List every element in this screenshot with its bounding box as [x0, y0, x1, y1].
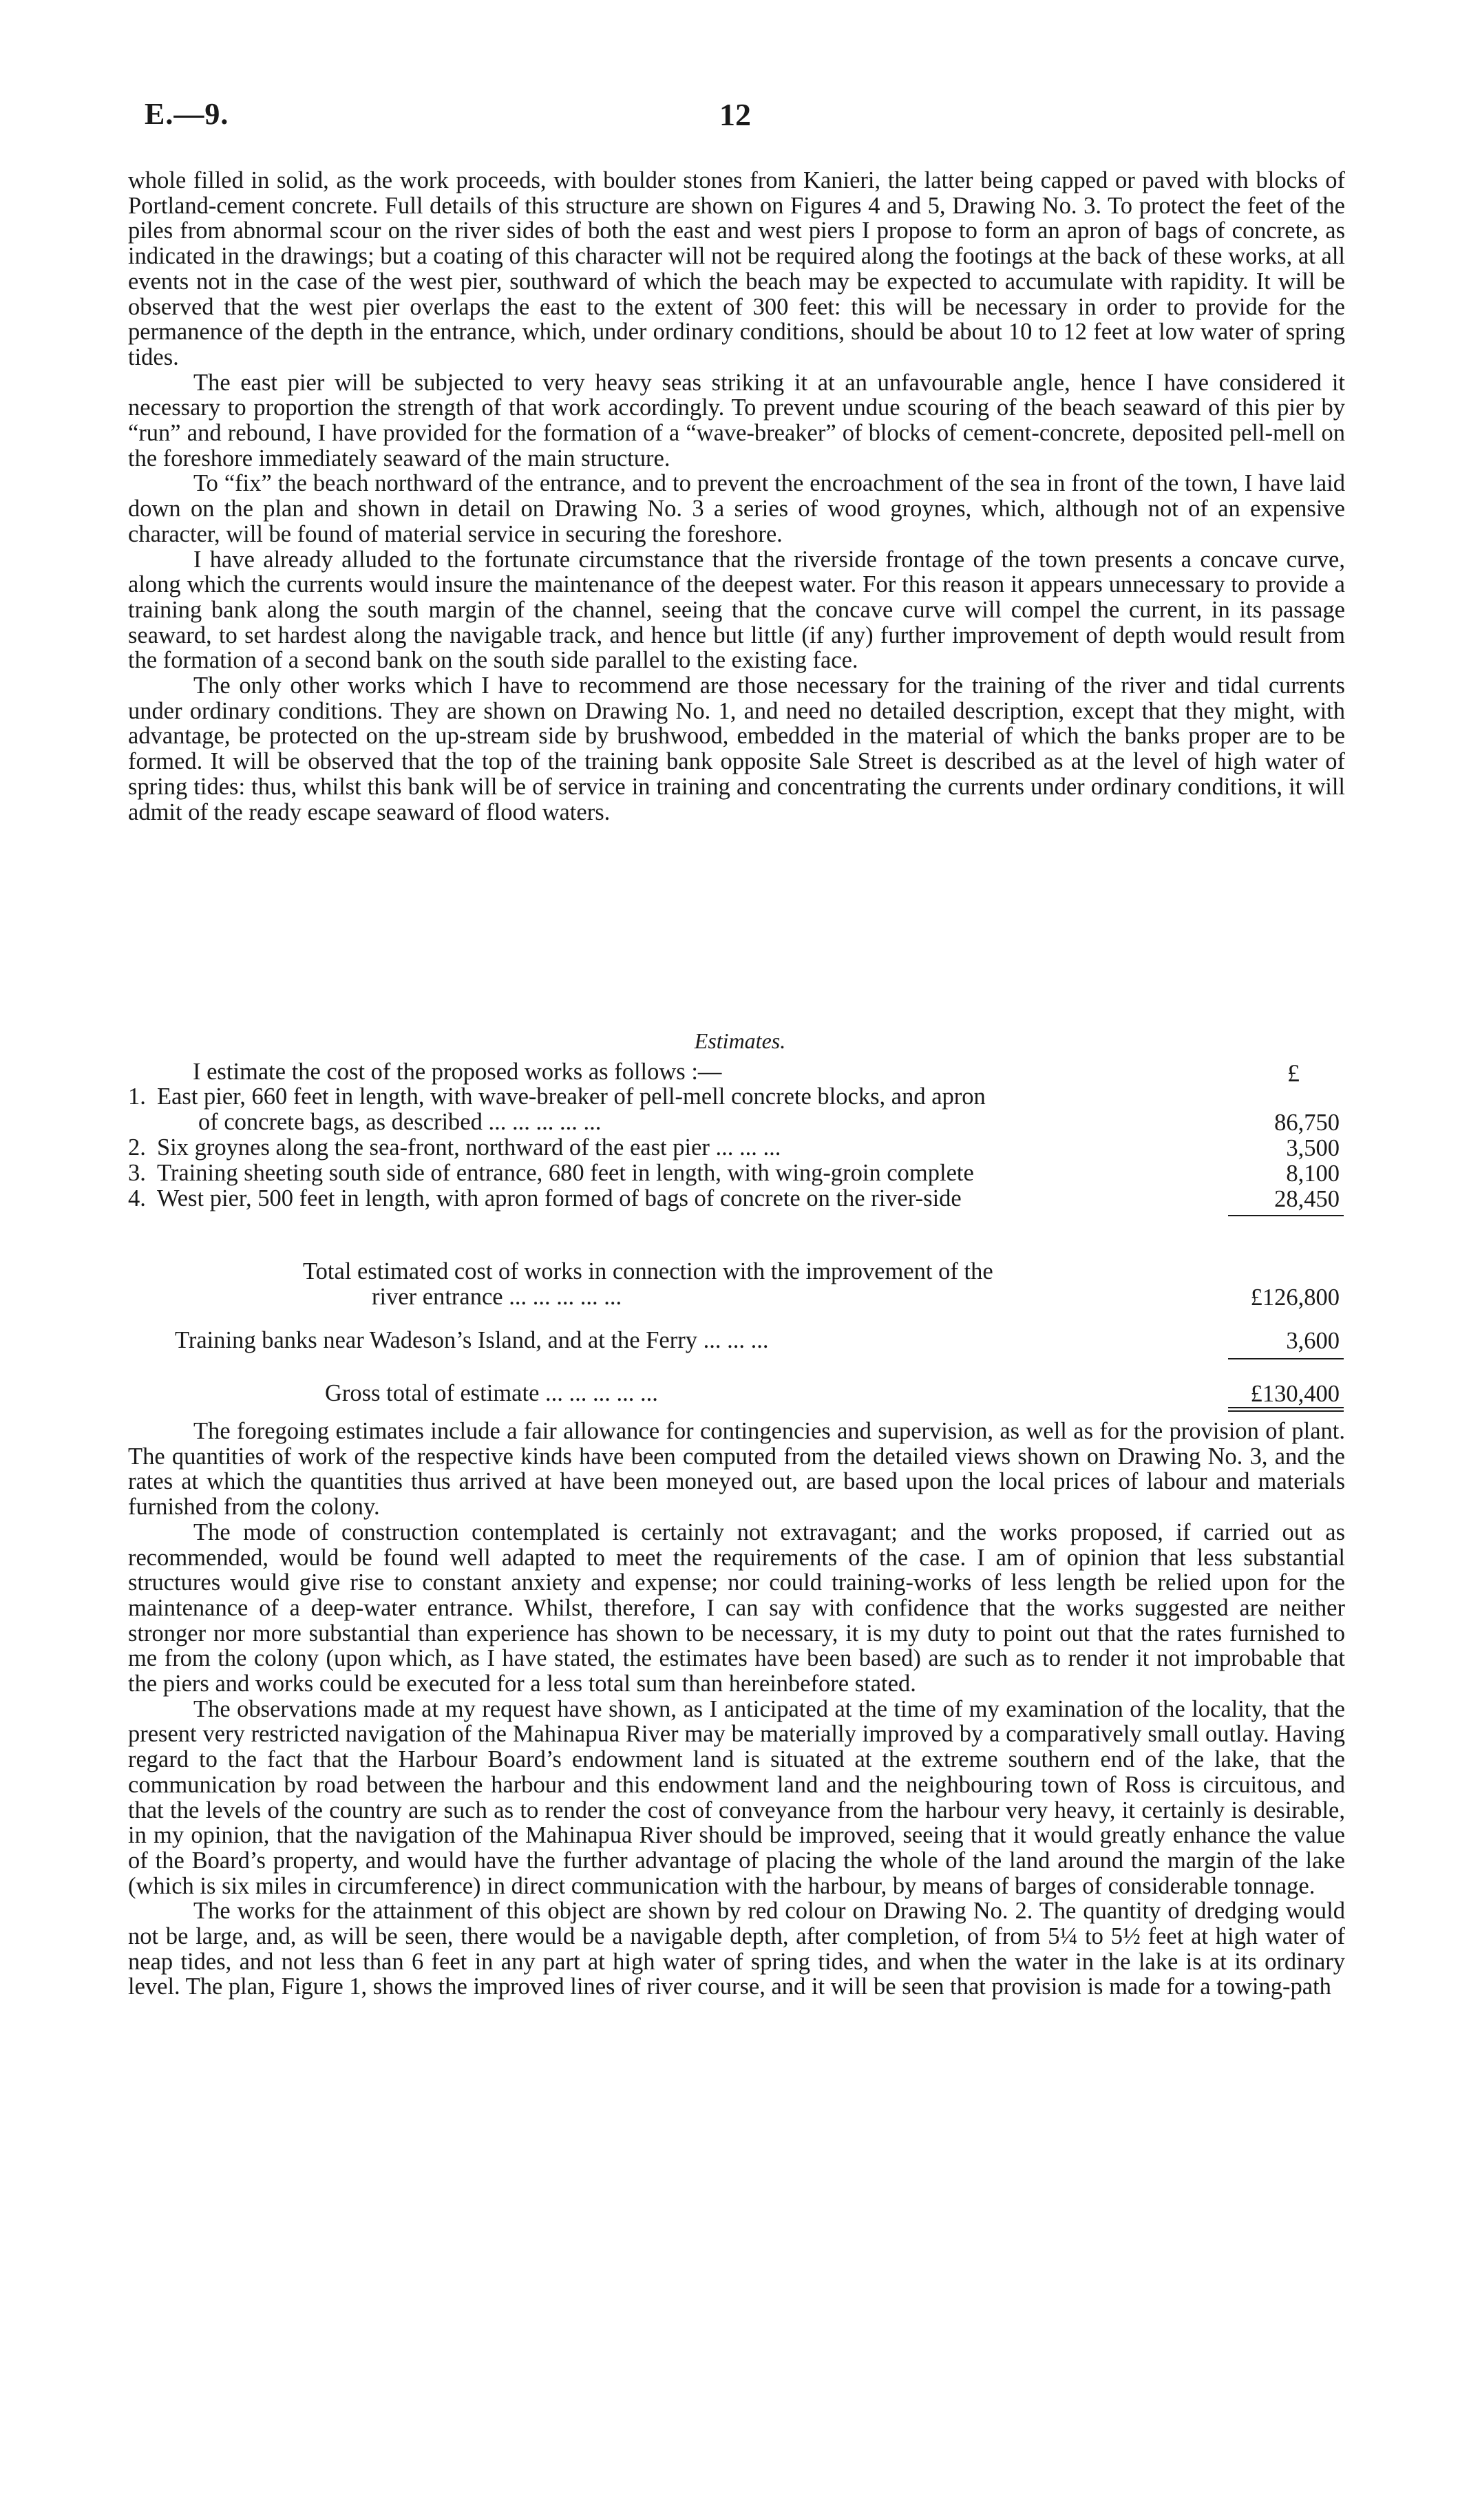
paragraph: The observations made at my request have shown, as I anticipated at the time of my examination of the locality, that the present very restricted navigation of the Mahinapua River may be materially improved by a comparatively small outlay. Having regard to the fact that the Harbour Board’s endowment land is situated at the extreme southern end of the lake, that the communication by road between the harbour and this endowment land and the neighbouring town of Ross is circuitous, and that the levels of the country are such as to render the cost of conveyance from the harbour very heavy, it certainly is desirable, in my opinion, that the navigation of the Mahinapua River should be improved, seeing that it would greatly enhance the value of the Board’s property, and would have the further advantage of placing the whole of the land around the margin of the lake (which is six miles in circumference) in direct communication with the harbour, by means of barges of considerable tonnage.	[128, 1695, 1345, 1899]
estimate-item	[128, 1084, 1223, 1134]
gross-total-rule-lower	[1228, 1410, 1344, 1412]
item-description-continued: of concrete bags, as described ... ... ... ... ...	[198, 1108, 602, 1135]
currency-symbol: £	[1287, 1059, 1300, 1087]
body-text-before-estimates	[128, 168, 1345, 825]
total-entrance-label-continued: river entrance ... ... ... ... ...	[372, 1284, 622, 1310]
item-number: 1.	[128, 1083, 146, 1110]
total-rule	[1228, 1358, 1344, 1359]
estimate-item	[128, 1186, 1223, 1211]
paragraph: whole filled in solid, as the work proceeds, with boulder stones from Kanieri, the latter being capped or paved with blocks of Portland-cement concrete. Full details of this structure are shown on Figures 4 and 5, Drawing No. 3. To protect the feet of the piles from abnormal scour on the river sides of both the east and west piers I propose to form an apron of bags of concrete, as indicated in the drawings; but a coating of this character will not be required along the footings at the back of these works, at all events not in the case of the west pier, southward of which the beach may be expected to accumulate with rapidity. It will be observed that the west pier overlaps the east to the extent of 300 feet: this will be necessary in order to provide for the permanence of the depth in the entrance, which, under ordinary conditions, should be about 10 to 12 feet at low water of spring tides.	[128, 167, 1345, 370]
estimate-item	[128, 1135, 1223, 1161]
item-description: Training sheeting south side of entrance, 680 feet in length, with wing-groin complete	[157, 1160, 974, 1186]
estimates-heading: Estimates.	[694, 1028, 786, 1053]
item-description: East pier, 660 feet in length, with wave-breaker of pell-mell concrete blocks, and apron	[157, 1083, 986, 1110]
paragraph: The east pier will be subjected to very heavy seas striking it at an unfavourable angle, hence I have considered it necessary to proportion the strength of that work accordingly. To prevent undue scouring of the beach seaward of this pier by “run” and rebound, I have provided for the formation of a “wave-breaker” of blocks of cement-concrete, deposited pell-mell on the foreshore immediately seaward of the main structure.	[128, 369, 1345, 472]
estimates-intro: I estimate the cost of the proposed works as follows :—	[193, 1059, 722, 1085]
total-entrance-amount: £126,800	[1250, 1284, 1340, 1311]
item-number: 2.	[128, 1134, 146, 1161]
item-amount: 28,450	[1274, 1186, 1340, 1212]
total-entrance-label: Total estimated cost of works in connection with the improvement of the	[303, 1258, 993, 1284]
gross-total-amount: £130,400	[1250, 1381, 1340, 1407]
estimate-item	[128, 1161, 1223, 1186]
page-number: 12	[719, 97, 751, 132]
paragraph: The only other works which I have to recommend are those necessary for the training of the river and tidal currents under ordinary conditions. They are shown on Drawing No. 1, and need no detailed description, except that they might, with advantage, be protected on the up-stream side by brushwood, embedded in the material of which the banks proper are to be formed. It will be observed that the top of the training bank opposite Sale Street is described as at the level of high water of spring tides: thus, whilst this bank will be of service in training and concentrating the currents under ordinary conditions, it will admit of the ready escape seaward of flood waters.	[128, 673, 1345, 825]
paragraph: The foregoing estimates include a fair allowance for contingencies and supervision, as well as for the provision of plant. The quantities of work of the respective kinds have been computed from the detailed views shown on Drawing No. 3, and the rates at which the quantities thus arrived at have been moneyed out, are based upon the local prices of labour and materials furnished from the colony.	[128, 1418, 1345, 1521]
gross-total-label: Gross total of estimate ... ... ... ... ...	[325, 1380, 658, 1406]
item-number: 3.	[128, 1160, 146, 1186]
gross-total-rule-upper	[1228, 1407, 1344, 1408]
paragraph: The works for the attainment of this object are shown by red colour on Drawing No. 2. The quantity of dredging would not be large, and, as will be seen, there would be a navigable depth, after completion, of from 5¼ to 5½ feet at high water of neap tides, and not less than 6 feet in any part at high water of spring tides, and when the water in the lake is at its ordinary level. The plan, Figure 1, shows the improved lines of river course, and it will be seen that provision is made for a towing-path	[128, 1898, 1345, 2000]
subtotal-rule	[1228, 1215, 1344, 1216]
document-reference: E.—9.	[145, 97, 229, 131]
item-amount: 3,500	[1286, 1135, 1340, 1161]
item-description: West pier, 500 feet in length, with apron formed of bags of concrete on the river-side	[157, 1185, 962, 1211]
body-text-after-estimates	[128, 1419, 1345, 2000]
training-banks-label: Training banks near Wadeson’s Island, and at the Ferry ... ... ...	[175, 1327, 769, 1353]
paragraph: I have already alluded to the fortunate circumstance that the riverside frontage of the town presents a concave curve, along which the currents would insure the maintenance of the deepest water. For this reason it appears unnecessary to provide a training bank along the south margin of the channel, seeing that the concave curve will compel the current, in its passage seaward, to set hardest along the navigable track, and hence but little (if any) further improvement of depth would result from the formation of a second bank on the south side parallel to the existing face.	[128, 546, 1345, 674]
item-amount: 86,750	[1274, 1110, 1340, 1136]
item-amount: 8,100	[1286, 1161, 1340, 1187]
paragraph: The mode of construction contemplated is certainly not extravagant; and the works proposed, if carried out as recommended, would be found well adapted to meet the requirements of the case. I am of opinion that less substantial structures would give rise to constant anxiety and expense; nor could training-works of less length be relied upon for the maintenance of a deep-water entrance. Whilst, therefore, I can say with confidence that the works suggested are neither stronger nor more substantial than experience has shown to be necessary, it is my duty to point out that the rates furnished to me from the colony (upon which, as I have stated, the estimates have been based) are such as to render it not improbable that the piers and works could be executed for a less total sum than hereinbefore stated.	[128, 1518, 1345, 1697]
paragraph: To “fix” the beach northward of the entrance, and to prevent the encroachment of the sea in front of the town, I have laid down on the plan and shown in detail on Drawing No. 3 a series of wood groynes, which, although not of an expensive character, will be found of material service in securing the foreshore.	[128, 470, 1345, 547]
training-banks-amount: 3,600	[1286, 1328, 1340, 1354]
item-number: 4.	[128, 1185, 146, 1211]
item-description: Six groynes along the sea-front, northward of the east pier ... ... ...	[157, 1134, 781, 1161]
